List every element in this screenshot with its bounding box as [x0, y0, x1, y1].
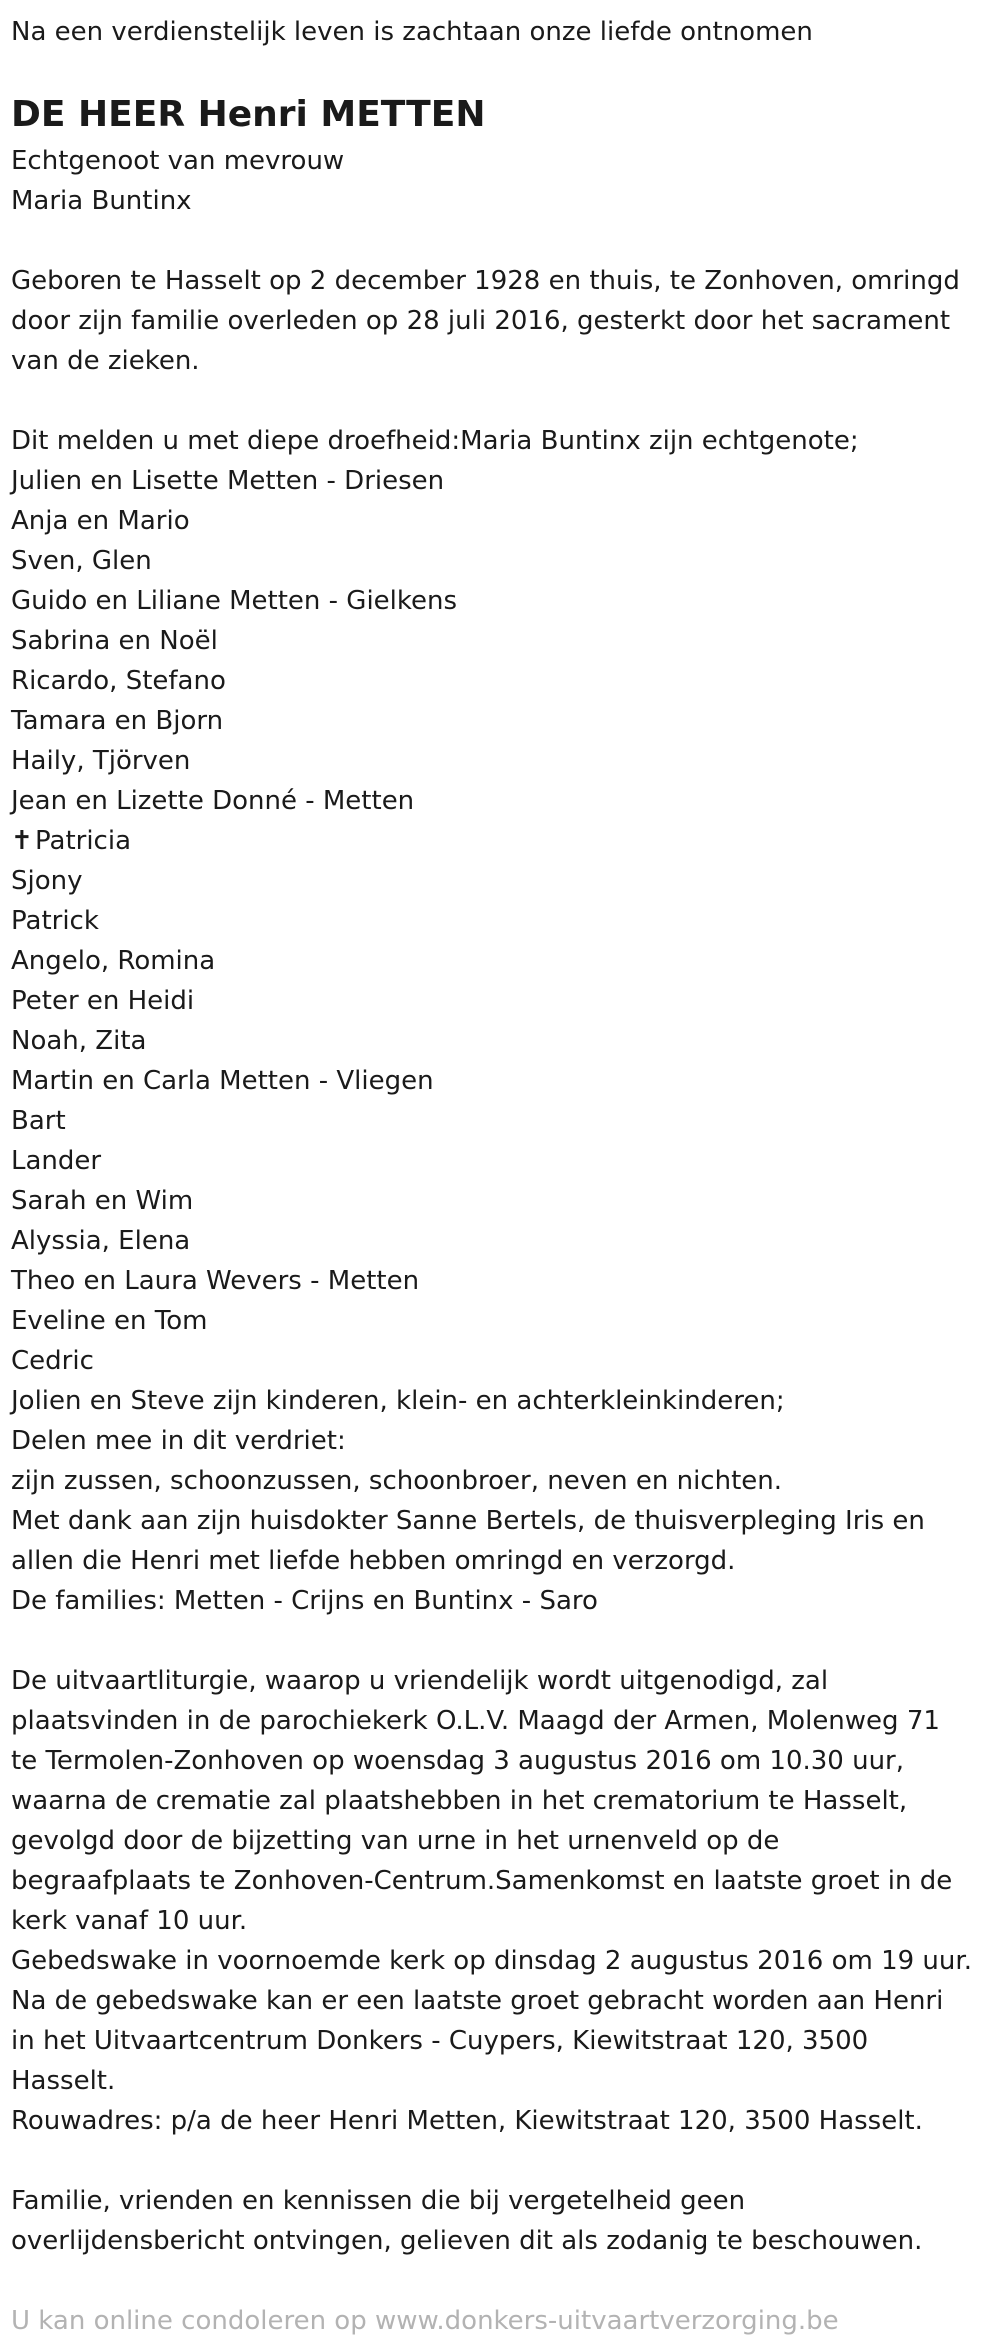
spacer: [11, 2141, 1000, 2181]
ceremony-line: gevolgd door de bijzetting van urne in het urnenveld op de: [11, 1826, 780, 1856]
family-line: Sarah en Wim: [11, 1186, 194, 1216]
birth-line: door zijn familie overleden op 28 juli 2016, gesterkt door het sacrament: [11, 306, 951, 336]
spouse-line: Echtgenoot van mevrouw: [11, 146, 345, 176]
ceremony-line: De uitvaartliturgie, waarop u vriendelijk wordt uitgenodigd, zal: [11, 1666, 829, 1696]
family-line: Delen mee in dit verdriet:: [11, 1426, 346, 1456]
ceremony-line: begraafplaats te Zonhoven-Centrum.Samenkomst en laatste groet in de: [11, 1866, 953, 1896]
birth-block: [11, 261, 1000, 381]
ceremony-line: Gebedswake in voornoemde kerk op dinsdag 2 augustus 2016 om 19 uur.: [11, 1946, 972, 1976]
cross-icon: ✝: [11, 826, 33, 856]
closing-line: Familie, vrienden en kennissen die bij vergetelheid geen: [11, 2186, 746, 2216]
family-line: Jolien en Steve zijn kinderen, klein- en achterkleinkinderen;: [11, 1386, 785, 1416]
condolence-footer: U kan online condoleren op www.donkers-uitvaartverzorging.be: [11, 2306, 839, 2336]
family-line: Cedric: [11, 1346, 94, 1376]
family-line: Patrick: [11, 906, 99, 936]
family-line: Guido en Liliane Metten - Gielkens: [11, 586, 458, 616]
family-line: Jean en Lizette Donné - Metten: [11, 786, 415, 816]
family-line: allen die Henri met liefde hebben omringd en verzorgd.: [11, 1546, 736, 1576]
spacer: [11, 381, 1000, 421]
spouse-block: [11, 141, 1000, 221]
ceremony-line: Hasselt.: [11, 2066, 116, 2096]
family-line: Noah, Zita: [11, 1026, 147, 1056]
family-line: Martin en Carla Metten - Vliegen: [11, 1066, 434, 1096]
family-line: Tamara en Bjorn: [11, 706, 224, 736]
family-line: zijn zussen, schoonzussen, schoonbroer, neven en nichten.: [11, 1466, 782, 1496]
family-line: Met dank aan zijn huisdokter Sanne Bertels, de thuisverpleging Iris en: [11, 1506, 925, 1536]
family-line: Theo en Laura Wevers - Metten: [11, 1266, 420, 1296]
family-line: Lander: [11, 1146, 102, 1176]
deceased-name-title: DE HEER Henri METTEN: [11, 94, 486, 135]
birth-line: van de zieken.: [11, 346, 200, 376]
family-line: Sjony: [11, 866, 83, 896]
ceremony-line: te Termolen-Zonhoven op woensdag 3 augustus 2016 om 10.30 uur,: [11, 1746, 905, 1776]
ceremony-line: plaatsvinden in de parochiekerk O.L.V. Maagd der Armen, Molenweg 71: [11, 1706, 940, 1736]
ceremony-line: waarna de crematie zal plaatshebben in het crematorium te Hasselt,: [11, 1786, 908, 1816]
closing-block: [11, 2181, 1000, 2261]
ceremony-line: Na de gebedswake kan er een laatste groet gebracht worden aan Henri: [11, 1986, 944, 2016]
ceremony-block: [11, 1661, 1000, 2141]
family-line: Eveline en Tom: [11, 1306, 208, 1336]
family-line-deceased: [11, 821, 1000, 861]
family-line: De families: Metten - Crijns en Buntinx - Saro: [11, 1586, 598, 1616]
family-line: Peter en Heidi: [11, 986, 195, 1016]
spacer: [11, 2261, 1000, 2301]
family-line: Sabrina en Noël: [11, 626, 218, 656]
family-line: Dit melden u met diepe droefheid:Maria Buntinx zijn echtgenote;: [11, 426, 859, 456]
ceremony-line: in het Uitvaartcentrum Donkers - Cuypers, Kiewitstraat 120, 3500: [11, 2026, 869, 2056]
spacer: [11, 1621, 1000, 1661]
family-line: Angelo, Romina: [11, 946, 216, 976]
family-line: Anja en Mario: [11, 506, 190, 536]
spacer: [11, 52, 1000, 91]
family-line: Julien en Lisette Metten - Driesen: [11, 466, 445, 496]
family-line: Haily, Tjörven: [11, 746, 191, 776]
deceased-family-name: Patricia: [35, 826, 132, 856]
family-list: [11, 421, 1000, 1621]
family-line: Sven, Glen: [11, 546, 152, 576]
family-line: Ricardo, Stefano: [11, 666, 226, 696]
spouse-name: Maria Buntinx: [11, 186, 192, 216]
intro-text: Na een verdienstelijk leven is zachtaan onze liefde ontnomen: [11, 17, 813, 47]
spacer: [11, 221, 1000, 261]
closing-line: overlijdensbericht ontvingen, gelieven dit als zodanig te beschouwen.: [11, 2226, 923, 2256]
family-line: Bart: [11, 1106, 66, 1136]
ceremony-line: kerk vanaf 10 uur.: [11, 1906, 248, 1936]
ceremony-line: Rouwadres: p/a de heer Henri Metten, Kiewitstraat 120, 3500 Hasselt.: [11, 2106, 923, 2136]
birth-line: Geboren te Hasselt op 2 december 1928 en thuis, te Zonhoven, omringd: [11, 266, 960, 296]
family-line: Alyssia, Elena: [11, 1226, 191, 1256]
